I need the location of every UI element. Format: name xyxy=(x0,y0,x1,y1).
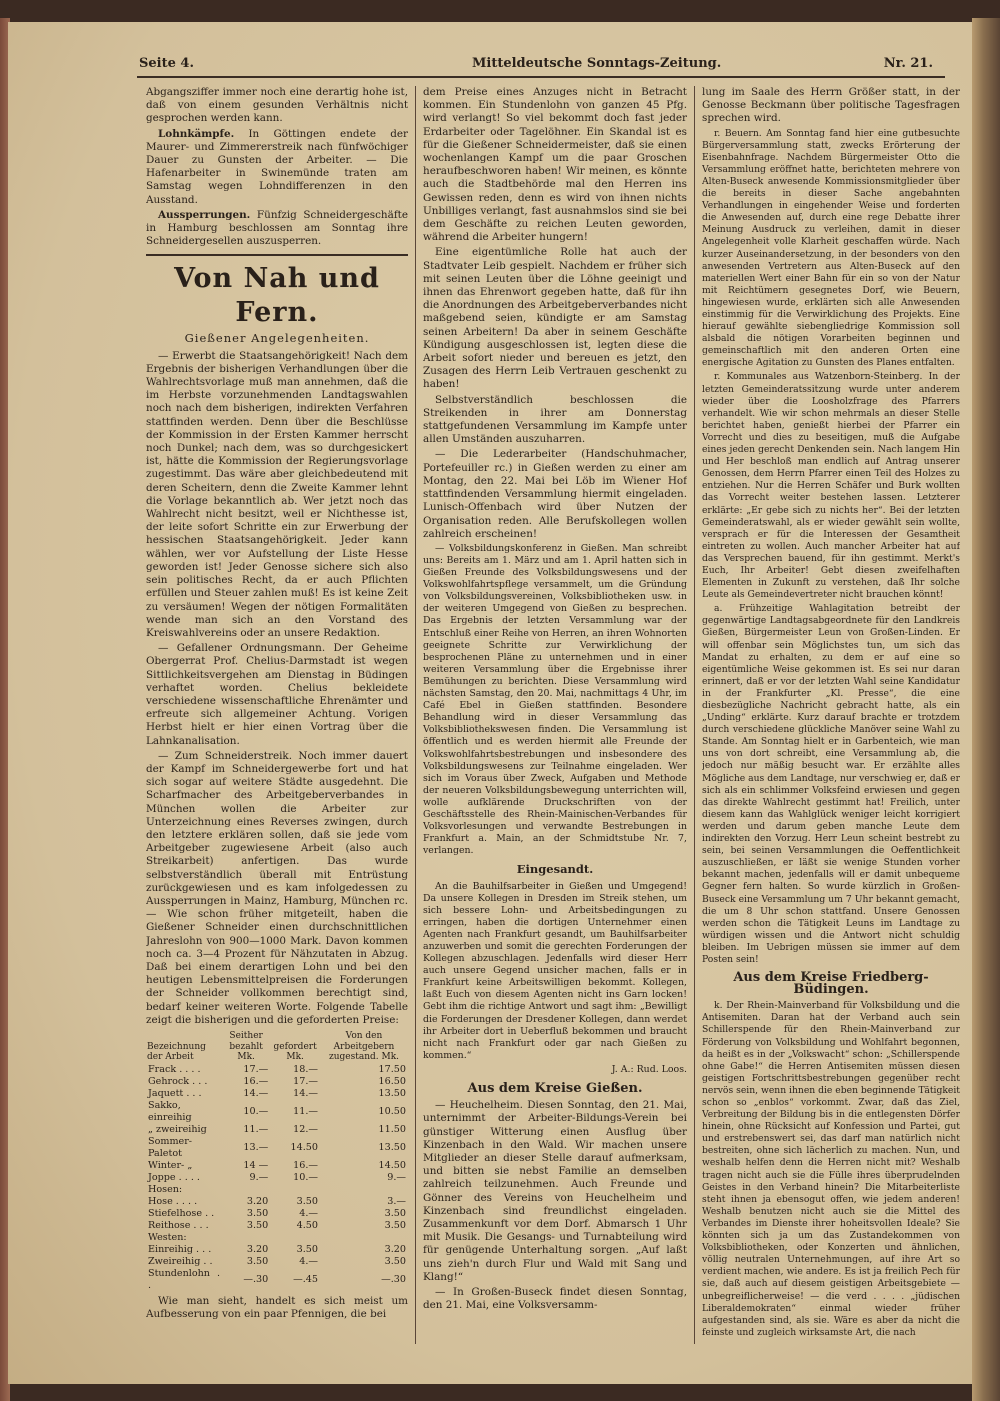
table-cell-value xyxy=(320,1184,408,1196)
paragraph: — Erwerbt die Staatsangehörigkeit! Nach dem Ergebnis der bisherigen Verhandlungen über die Wahlrechtsvorlage muß man annehmen, daß die im Herbste vorzunehmenden Landtagswahlen noch nach dem bisherigen, indirekten Verfahren stattfinden werden. Denn über die Beschlüsse der Kommission in der Ersten Kammer herrscht noch Dunkel; nach dem, was so durchgesickert ist, hätte die Kommission der Regierungsvorlage zugestimmt. Das wäre aber gleichbedeutend mit deren Scheitern, denn die Zweite Kammer lehnt die Vorlage bekanntlich ab. Wer jetzt noch das Wahlrecht nicht besitzt, weil er Nichthesse ist, der leite sofort Schritte ein zur Erwerbung der hessischen Staatsangehörigkeit. Jeder kann wählen, wer vor Aufstellung der Liste Hesse geworden ist! Jeder Genosse sichere sich also sein politisches Recht, da er auch Pflichten erfüllen und Steuer zahlen muß! Es ist keine Zeit zu versäumen! Wegen der nötigen Formalitäten wende man sich an den Vorstand des Kreiswahlvereins oder an unsere Redaktion. xyxy=(146,349,408,639)
table-row xyxy=(146,1076,408,1088)
table-cell-label: Westen: xyxy=(148,1231,187,1243)
table-cell-label: Stiefelhose . . xyxy=(148,1207,215,1219)
table-cell-value: 3.50 xyxy=(246,1219,269,1231)
column-divider xyxy=(694,86,695,1344)
newspaper-title: Mitteldeutsche Sonntags-Zeitung. xyxy=(472,56,722,71)
table-row xyxy=(146,1160,408,1172)
paragraph: Wie man sieht, handelt es sich meist um Aufbesserung von ein paar Pfennigen, die bei xyxy=(146,1294,408,1320)
table-cell-value: 3.20 xyxy=(246,1243,269,1255)
table-cell-label: Winter- „ xyxy=(148,1159,193,1171)
paragraph-lohnkaempfe xyxy=(146,128,408,207)
table-cell-value: 4.— xyxy=(299,1255,318,1267)
table-cell-value: 9.— xyxy=(249,1171,269,1183)
table-cell-value: 16.— xyxy=(293,1159,318,1171)
table-cell-value: 18.— xyxy=(293,1063,318,1075)
paragraph: k. Der Rhein-Mainverband für Volksbildung und die Antisemiten. Daran hat der Verband auch sein Schillerspende für den Rhein-Mainverband zur Förderung von Volksbildung und Wohlfahrt begonnen, da heißt es in der „Volkswacht“ schon: „Schillerspende ohne Gabe!“ die Herren Antisemiten müssen diesen geistigen Fortschrittsbestrebungen gegenüber recht nervös sein, wenn ihnen die eben beginnende Tätigkeit schon so „enblos“ vorkommt. Zwar, daß das Ziel, Verbreitung der Bildung bis in die entlegensten Dörfer hinein, ohne Rücksicht auf Konfession und Partei, gut und erstrebenswert sei, das darf man natürlich nicht bestreiten, ohne sich lächerlich zu machen. Nun, und weshalb helfen denn die Herren nicht mit? Weshalb tragen nicht auch sie die Fülle ihres überprudelnden Geistes in den Verband hinein? Die Mitarbeiterliste steht ihnen ja ebensogut offen, wie jedem anderen! Weshalb benutzen nicht auch sie die Mittel des Verbandes im Dienste ihrer hoheitsvollen Ideale? Sie könnten sich ja um das Zustandekommen von Volksbibliotheken, oder Konzerten und ähnlichen, völlig neutralen Unternehmungen, auf ihre Art so verdient machen, wie andere. Es ist ja freilich Pech für sie, daß auch auf diesem geistigen Arbeitsgebiete — unbegreiflicherweise! — die verd . . . . „jüdischen Liberaldemokraten“ einmal wieder früher aufgestanden sind, als sie. Wäre es aber da nicht die feinste und zugleich wirksamste Art, die nach xyxy=(702,1000,960,1338)
table-row xyxy=(146,1256,408,1268)
paragraph: Abgangsziffer immer noch eine derartig hohe ist, daß von einem gesunden Verhältnis nicht gesprochen werden kann. xyxy=(146,86,408,125)
table-cell-value: 14.50 xyxy=(378,1159,406,1171)
table-cell-label: Joppe . . . . xyxy=(148,1171,200,1183)
table-cell-value: 3.50 xyxy=(246,1207,269,1219)
table-cell-value: 3.50 xyxy=(246,1255,269,1267)
table-cell-label: Sakko, einreihig xyxy=(148,1099,192,1123)
paragraph: — Gefallener Ordnungsmann. Der Geheime Obergerrat Prof. Chelius-Darmstadt ist wegen Sittlichkeitsvergehen am Dienstag in Büdingen verhaftet worden. Chelius bekleidete verschiedene wissenschaftliche Ehrenämter und erfreute sich allgemeiner Achtung. Vorigen Herbst hielt er hier einen Vortrag über die Lahnkanalisation. xyxy=(146,642,408,747)
table-row xyxy=(146,1220,408,1232)
table-row xyxy=(146,1268,408,1292)
paragraph: Selbstverständlich beschlossen die Streikenden in ihrer am Donnerstag stattgefundenen Versammlung im Kampfe unter allen Umständen auszuharren. xyxy=(423,393,687,446)
table-cell-value: 14 — xyxy=(243,1159,269,1171)
table-cell-value: 13.50 xyxy=(378,1087,406,1099)
paragraph: — Zum Schneiderstreik. Noch immer dauert der Kampf im Schneidergewerbe fort und hat sich sogar auf weitere Städte ausgedehnt. Die Scharfmacher des Arbeitgeberverbandes in München wollen die Arbeiter zur Unterzeichnung eines Reverses zwingen, durch den letztere erklären sollen, daß sie jede vom Arbeitgeber zugewiesene Arbeit (also auch Streikarbeit) anfertigen. Das wurde selbstverständlich überall mit Entrüstung zurückgewiesen und es kam infolgedessen zu Aussperrungen in Mainz, Hamburg, München rc. — Wie schon früher mitgeteilt, haben die Gießener Schneider einen durchschnittlichen Jahreslohn von 900—1000 Mark. Davon kommen noch ca. 3—4 Prozent für Nähzutaten in Abzug. Daß bei einem derartigen Lohn und bei den heutigen Lebensmittelpreisen die Forderungen der Schneider vollkommen berechtigt sind, bedarf keiner weiteren Worte. Folgende Tabelle zeigt die bisherigen und die geforderten Preise: xyxy=(146,749,408,1026)
signature: J. A.: Rud. Loos. xyxy=(611,1063,687,1075)
issue-number: Nr. 21. xyxy=(883,56,933,71)
table-header-row xyxy=(146,1030,408,1064)
table-row xyxy=(146,1196,408,1208)
table-row xyxy=(146,1088,408,1100)
table-cell-value: 4.50 xyxy=(296,1219,318,1231)
table-row xyxy=(146,1208,408,1220)
table-cell-value: 11.— xyxy=(243,1123,269,1135)
paragraph: An die Bauhilfsarbeiter in Gießen und Umgegend! Da unsere Kollegen in Dresden im Streik stehen, um sich bessere Lohn- und Arbeitsbedingungen zu erringen, haben die dortigen Unternehmer einen Agenten nach Frankfurt gesandt, um Bauhilfsarbeiter anzuwerben und somit die gerechten Forderungen der Kollegen abzuschlagen. Jedenfalls wird dieser Herr auch unsere Gegend unsicher machen, falls er in Frankfurt keine Arbeitswilligen bekommt. Kollegen, laßt Euch von diesem Agenten nicht ins Garn locken! Gebt ihm die richtige Antwort und sagt ihm: „Bewilligt die Forderungen der Dresdener Kollegen, dann werdet ihr Arbeiter dort in Ueberfluß bekommen und braucht nicht nach Frankfurt oder gar nach Gießen zu kommen.“ xyxy=(423,880,687,1061)
table-cell-value: 10.— xyxy=(293,1171,318,1183)
table-cell-value: 17.— xyxy=(293,1075,318,1087)
table-row xyxy=(146,1136,408,1160)
column-divider xyxy=(415,86,416,1344)
table-cell-value: 10.— xyxy=(243,1105,269,1117)
section-title: Von Nah und Fern. xyxy=(174,263,380,329)
paragraph: a. Frühzeitige Wahlagitation betreibt der gegenwärtige Landtagsabgeordnete für den Landkreis Gießen, Bürgermeister Leun von Großen-Linden. Er will offenbar sein Möglichstes tun, um sich das Mandat zu erhalten, zu dem er auf eine so eigentümliche Weise gekommen ist. Es sei nur daran erinnert, daß er vor der letzten Wahl seine Kandidatur in der Frankfurter „Kl. Presse“, die eine diesbezügliche Nachricht gebracht hatte, als ein „Unding“ erklärte. Kurz darauf brachte er trotzdem durch verschiedene glückliche Manöver seine Wahl zu Stande. Am Sonntag hielt er in Garbenteich, wie man uns von dort schreibt, eine Versammlung ab, die jedoch nur mäßig besucht war. Er erzählte alles Mögliche aus dem Landtage, nur verschwieg er, daß er sich als ein schlimmer Volksfeind erwiesen und gegen das direkte Wahlrecht gestimmt hat! Freilich, unter diesem kann das Wahlglück weniger leicht korrigiert werden und darum geben manche Leute dem indirekten den Vorzug. Herr Leun scheint bestrebt zu sein, bei seinen Versammlungen die Oeffentlichkeit auszuschließen, er läßt sie wenige Stunden vorher bekannt machen, jedenfalls will er damit unbequeme Gegner fern halten. So wurde kürzlich in Großen-Buseck eine Versammlung um 7 Uhr bekannt gemacht, die um 8 Uhr schon stattfand. Unsere Genossen werden schon die Tätigkeit Leuns im Landtage zu würdigen wissen und die Antwort nicht schuldig bleiben. Im Uebrigen müssen sie immer auf dem Posten sein! xyxy=(702,603,960,965)
table-cell-value: 3.50 xyxy=(296,1243,318,1255)
section-subtitle: Gießener Angelegenheiten. xyxy=(184,331,370,346)
table-cell-value: 13.— xyxy=(243,1141,269,1153)
table-cell-value xyxy=(222,1184,270,1196)
page-number: Seite 4. xyxy=(139,56,194,71)
table-cell-value: 3.20 xyxy=(246,1195,269,1207)
paragraph: r. Beuern. Am Sonntag fand hier eine gutbesuchte Bürgerversammlung statt, zwecks Erörterung der Eisenbahnfrage. Nachdem Bürgermeister Otto die Versammlung eröffnet hatte, berichteten mehrere von Alten-Buseck anwesende Kommissionsmitglieder über die bereits in dieser Sache angebahnten Verhandlungen in eingehender Weise und forderten die Anwesenden auf, durch eine rege Debatte ihrer Meinung Ausdruck zu verleihen, damit in dieser Angelegenheit volle Klarheit geschaffen würde. Nach kurzer Auseinandersetzung, in der besonders von den anwesenden Vertretern aus Alten-Buseck auf den materiellen Wert einer Bahn für ein so von der Natur mit Reichtümern gesegnetes Dorf, wie Beuern, hingewiesen wurde, erklärten sich alle Anwesenden einstimmig für die Verwirklichung des Projekts. Eine hierauf gewählte siebengliedrige Kommission soll alsbald die nötigen Vorarbeiten beginnen und gemeinschaftlich mit den anderen Orten eine energische Agitation zu Gunsten des Planes entfalten. xyxy=(702,127,960,369)
table-cell-label: „ zweireihig xyxy=(148,1123,207,1135)
article-title: Lohnkämpfe. xyxy=(158,127,235,140)
price-table xyxy=(146,1030,408,1292)
article-text: In Göttingen endete der Maurer- und Zimmererstreik nach fünfwöchiger Dauer zu Gunsten der Arbeiter. — Die Hafenarbeiter in Swinemünde traten am Samstag wegen Lohndifferenzen in den Ausstand. xyxy=(146,127,408,206)
table-cell-value xyxy=(270,1184,320,1196)
table-header: Seither bezahlt Mk. xyxy=(229,1031,263,1062)
paragraph: Eine eigentümliche Rolle hat auch der Stadtvater Leib gespielt. Nachdem er früher sich mit seinen Leuten über die Löhne geeinigt und ihnen das Ehrenwort gegeben hatte, daß für ihn die Anordnungen des Arbeitgeberverbandes nicht maßgebend seien, kündigte er am Samstag seinen Arbeitern! Da aber in seinem Geschäfte Kündigung ausgeschlossen ist, legten diese die Arbeit sofort nieder und bereuen es jetzt, den Zusagen des Herrn Leib Vertrauen geschenkt zu haben! xyxy=(423,246,687,391)
table-row xyxy=(146,1100,408,1124)
paragraph-aussperrungen xyxy=(146,209,408,249)
column-middle xyxy=(423,86,687,1346)
article-text: Fünfzig Schneidergeschäfte in Hamburg beschlossen am Sonntag ihre Schneidergesellen auszusperren. xyxy=(146,208,408,248)
table-cell-label: Jaquett . . . xyxy=(148,1087,202,1099)
table-cell-value: 11.50 xyxy=(378,1123,406,1135)
paragraph: lung im Saale des Herrn Größer statt, in der Genosse Beckmann über politische Tagesfragen sprechen wird. xyxy=(702,86,960,125)
table-row xyxy=(146,1244,408,1256)
table-cell-value: 17.— xyxy=(243,1063,269,1075)
table-cell-value: 3.50 xyxy=(384,1207,406,1219)
table-header: Von den Arbeitgebern zugestand. Mk. xyxy=(328,1031,400,1062)
table-cell-value: —.30 xyxy=(243,1273,269,1285)
table-cell-label: Sommer-Paletot xyxy=(148,1135,193,1159)
table-cell-value: 3.50 xyxy=(384,1219,406,1231)
table-cell-value xyxy=(270,1232,320,1244)
table-header: Bezeichnung der Arbeit xyxy=(147,1041,206,1062)
table-cell-value: —.45 xyxy=(293,1273,318,1285)
table-row xyxy=(146,1064,408,1076)
table-cell-value: 13.50 xyxy=(378,1141,406,1153)
table-row xyxy=(146,1172,408,1184)
table-cell-value: 14.— xyxy=(293,1087,318,1099)
table-cell-label: Frack . . . . xyxy=(148,1063,201,1075)
page-stack-edge xyxy=(972,18,1000,1401)
table-row xyxy=(146,1124,408,1136)
table-cell-value: 16.50 xyxy=(378,1075,406,1087)
table-cell-value: 14.— xyxy=(243,1087,269,1099)
table-cell-value: 3.20 xyxy=(384,1243,406,1255)
table-cell-label: Zweireihig . . xyxy=(148,1255,213,1267)
table-cell-value: 16.— xyxy=(243,1075,269,1087)
table-cell-label: Hose . . . . xyxy=(148,1195,198,1207)
column-right xyxy=(702,86,960,1346)
table-cell-value: 14.50 xyxy=(290,1141,318,1153)
column-left xyxy=(146,86,408,1346)
paragraph: dem Preise eines Anzuges nicht in Betracht kommen. Ein Stundenlohn von ganzen 45 Pfg. wird verlangt! So viel bekommt doch fast jeder Erdarbeiter oder Tagelöhner. Ein Skandal ist es für die Gießener Schneidermeister, daß sie einen wochenlangen Kampf um die paar Groschen heraufbeschworen haben! Wir meinen, es könnte auch die Stadtbehörde mal den Herren ins Gewissen reden, denn es wird von ihnen nichts Unbilliges verlangt, fast ausnahmslos sind sie bei dem Geschäfte zu reichen Leuten geworden, während die Arbeiter hungern! xyxy=(423,86,687,244)
paragraph: — In Großen-Buseck findet diesen Sonntag, den 21. Mai, eine Volksversamm- xyxy=(423,1286,687,1312)
table-cell-value: 3.50 xyxy=(296,1195,318,1207)
table-cell-value: 11.— xyxy=(293,1105,318,1117)
table-cell-label: Reithose . . . xyxy=(148,1219,209,1231)
table-cell-value: —.30 xyxy=(381,1273,406,1285)
table-cell-value: 3.50 xyxy=(384,1255,406,1267)
paragraph: — Die Lederarbeiter (Handschuhmacher, Portefeuiller rc.) in Gießen werden zu einer am Montag, den 22. Mai bei Löb im Wiener Hof stattfindenden Versammlung hiermit eingeladen. Lunisch-Offenbach wird über Nutzen der Organisation reden. Alle Berufskollegen wollen zahlreich erscheinen! xyxy=(423,448,687,540)
section-title: Aus dem Kreise Friedberg-Büdingen. xyxy=(733,970,929,998)
table-cell-value xyxy=(320,1232,408,1244)
table-cell-label: Stundenlohn . . xyxy=(148,1267,220,1291)
section-title: Eingesandt. xyxy=(516,862,594,877)
table-cell-label: Einreihig . . . xyxy=(148,1243,212,1255)
paragraph: — Volksbildungskonferenz in Gießen. Man schreibt uns: Bereits am 1. März und am 1. April hatten sich in Gießen Freunde des Volksbildungswesens und der Volkswohlfahrtspflege versammelt, um die Gründung von Volksbildungsvereinen, Volksbibliotheken usw. in der weiteren Umgegend von Gießen zu besprechen. Das Ergebnis der letzten Versammlung war der Entschluß einer Reihe von Herren, an ihren Wohnorten geeignete Schritte zur Verwirklichung der besprochenen Pläne zu unternehmen und in einer weiteren Versammlung über die Ergebnisse ihrer Bemühungen zu berichten. Diese Versammlung wird nächsten Samstag, den 20. Mai, nachmittags 4 Uhr, im Café Ebel in Gießen stattfinden. Besondere Behandlung wird in dieser Versammlung das Volksbibliothekswesen finden. Die Versammlung ist öffentlich und es werden hiermit alle Freunde der Volkswohlfahrtsbestrebungen und insbesondere des Volksbildungswesens zur Teilnahme eingeladen. Wer sich im Voraus über Zweck, Aufgaben und Methode der neueren Volksbildungsbewegung unterrichten will, wolle aufklärende Druckschriften von der Geschäftsstelle des Rhein-Mainischen-Verbandes für Volksvorlesungen und verwandte Bestrebungen in Frankfurt a. Main, an der Schmidtstube Nr. 7, verlangen. xyxy=(423,542,687,857)
section-title: Aus dem Kreise Gießen. xyxy=(467,1081,643,1097)
article-title: Aussperrungen. xyxy=(158,208,251,221)
table-header: gefordert Mk. xyxy=(273,1041,317,1062)
section-rule xyxy=(146,254,408,256)
table-cell-label: Gehrock . . . xyxy=(148,1075,208,1087)
table-cell-label: Hosen: xyxy=(148,1183,183,1195)
table-row xyxy=(146,1184,408,1196)
table-cell-value: 10.50 xyxy=(378,1105,406,1117)
paragraph: — Heuchelheim. Diesen Sonntag, den 21. Mai, unternimmt der Arbeiter-Bildungs-Verein bei günstiger Witterung einen Ausflug über Kinzenbach in den Wald. Wir machen unsere Mitglieder an dieser Stelle darauf aufmerksam, und bitten sie nebst Familie an demselben zahlreich teilzunehmen. Auch Freunde und Gönner des Vereins von Heuchelheim und Kinzenbach sind freundlichst eingeladen. Zusammenkunft vor dem Dorf. Abmarsch 1 Uhr mit Musik. Die Gesangs- und Turnabteilung wird für genügende Unterhaltung sorgen. „Auf laßt uns zieh'n durch Flur und Wald mit Sang und Klang!“ xyxy=(423,1099,687,1283)
page-header xyxy=(137,54,945,78)
table-cell-value: 4.— xyxy=(299,1207,318,1219)
table-cell-value: 17.50 xyxy=(378,1063,406,1075)
paragraph: r. Kommunales aus Watzenborn-Steinberg. In der letzten Gemeinderatssitzung wurde unter anderem wieder über die Loosholzfrage des Pfarrers verhandelt. Wie wir schon mehrmals an dieser Stelle berichtet haben, genießt hierbei der Pfarrer ein Vorrecht und dies zu beseitigen, muß die Aufgabe eines jeden gerecht Denkenden sein. Nach langem Hin und Her beschloß man endlich auf Antrag unserer Genossen, dem Herrn Pfarrer einen Teil des Holzes zu entziehen. Nur die Herren Schäfer und Burk wollten das Vorrecht weiter bestehen lassen. Letzterer erklärte: „Er gebe sich zu nichts her“. Bei der letzten Gemeinderatswahl, als er wieder gewählt sein wollte, versprach er für die Interessen der Gesamtheit eintreten zu wollen. Auch mancher Arbeiter hat auf das Versprechen bauend, für ihn gestimmt. Merkt's Euch, Ihr Arbeiter! Gebt diesen zweifelhaften Elementen in Zukunft zu verstehen, daß Ihr solche Leute als Gemeindevertreter nicht brauchen könnt! xyxy=(702,371,960,601)
table-cell-value xyxy=(222,1232,270,1244)
table-cell-value: 3.— xyxy=(387,1195,406,1207)
table-row xyxy=(146,1232,408,1244)
table-cell-value: 12.— xyxy=(293,1123,318,1135)
table-cell-value: 9.— xyxy=(387,1171,406,1183)
